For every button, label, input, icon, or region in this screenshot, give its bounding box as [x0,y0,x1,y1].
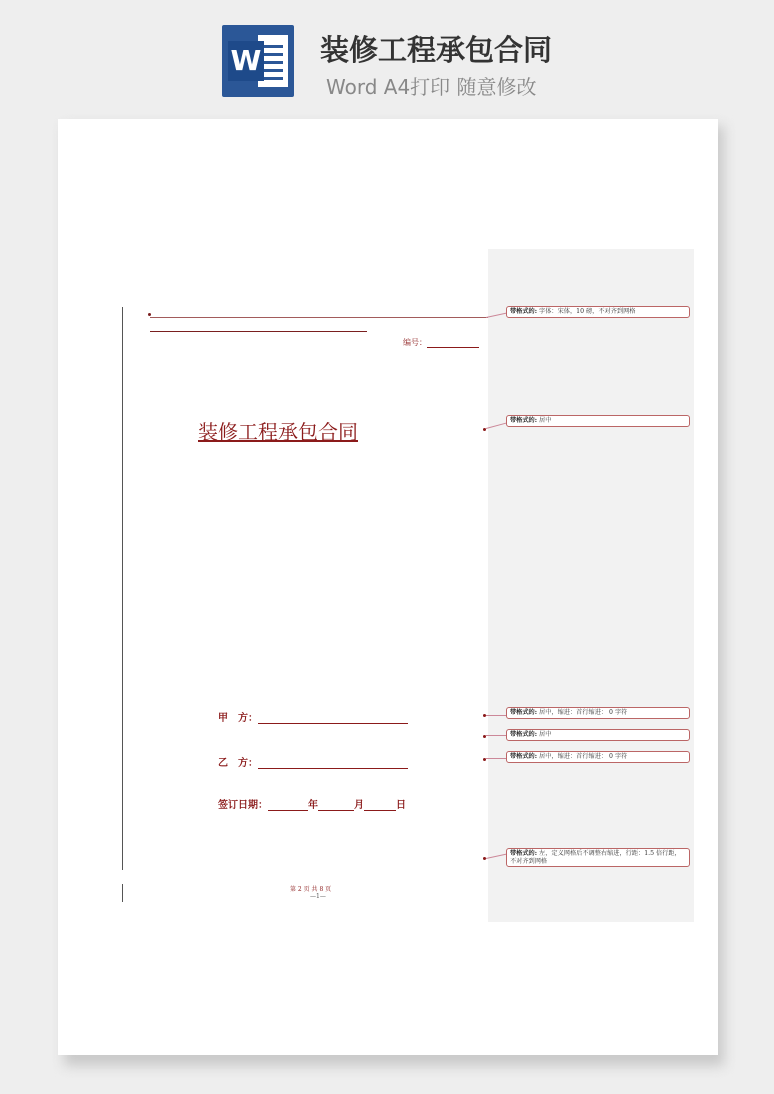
party-b-field[interactable] [258,758,408,769]
month-label: 月 [354,800,364,811]
month-field[interactable] [318,800,354,811]
number-field[interactable] [427,339,479,348]
day-label: 日 [396,800,406,811]
banner-title: 装修工程承包合同 [320,33,553,67]
word-icon: W [222,25,294,97]
year-field[interactable] [268,800,308,811]
margin-bar [122,307,123,870]
sign-date-line [218,796,406,811]
comment-leader [486,735,508,736]
sign-date-label: 签订日期： [218,800,268,811]
header-banner [0,0,774,112]
page-footer: —1— [310,893,326,900]
comment-balloon[interactable]: 带格式的: 字体：宋体，10 磅，不对齐到网格 [506,306,690,318]
margin-bar-tick [122,884,123,902]
page-info: 第 2 页 共 8 页 [290,886,332,893]
party-a-label: 甲 方： [218,713,258,724]
contract-number [403,337,479,348]
comment-balloon[interactable]: 带格式的: 居中，缩进：首行缩进： 0 字符 [506,707,690,719]
year-label: 年 [308,800,318,811]
banner-subtitle: Word A4打印 随意修改 [326,75,537,99]
party-b-label: 乙 方： [218,758,258,769]
revision-line [150,317,488,318]
number-label: 编号： [403,338,427,347]
comment-balloon[interactable]: 带格式的: 居中 [506,729,690,741]
markup-pane [488,249,694,922]
party-a-field[interactable] [258,713,408,724]
day-field[interactable] [364,800,396,811]
document-title: 装修工程承包合同 [198,420,358,444]
paragraph-mark [148,313,151,316]
header-rule [150,331,367,332]
comment-balloon[interactable]: 带格式的: 居中 [506,415,690,427]
comment-leader [486,715,508,716]
comment-leader [486,758,508,759]
party-a-line [218,709,408,724]
comment-balloon[interactable]: 带格式的: 左，定义网格后不调整右缩进，行距：1.5 倍行距，不对齐到网格 [506,848,690,867]
document-page [58,119,718,1055]
party-b-line [218,754,408,769]
comment-balloon[interactable]: 带格式的: 居中，缩进：首行缩进： 0 字符 [506,751,690,763]
